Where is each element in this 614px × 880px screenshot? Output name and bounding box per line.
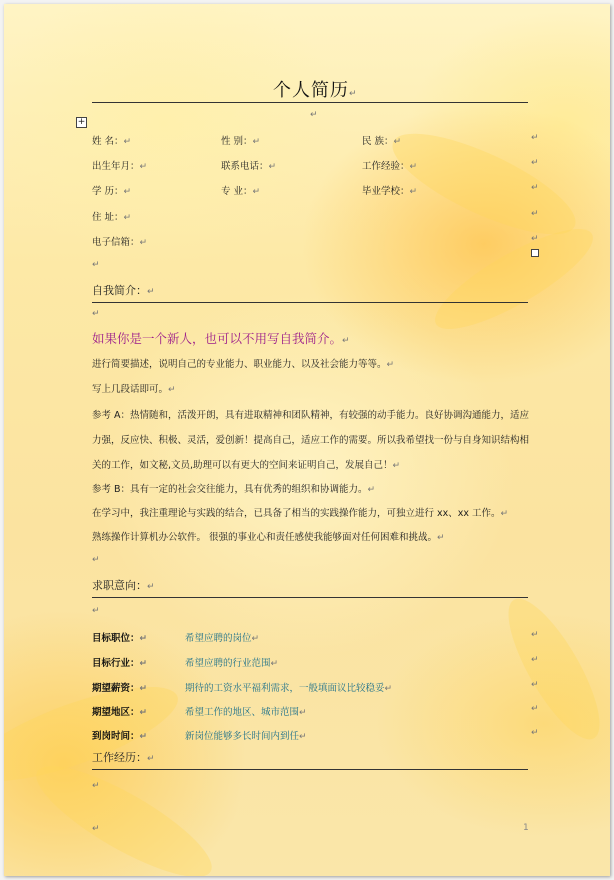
job-label-availability: 到岗时间：↵ [92,731,148,742]
self-intro-line: 在学习中，我注重理论与实践的结合，已具备了相当的实践操作能力，可独立进行 xx、xx 工作。↵ [92,508,509,519]
self-intro-highlight: 如果你是一个新人，也可以不用写自我简介。↵ [92,331,350,346]
title-rule [92,102,528,103]
self-intro-line: 参考 B：具有一定的社会交往能力，具有优秀的组织和协调能力。↵ [92,484,376,495]
cell-end-mark: ↵ [531,630,539,640]
paragraph-mark: ↵ [92,555,100,565]
job-value-availability: 新岗位能够多长时间内到任↵ [185,731,307,742]
document-page [4,4,610,876]
work-exp-rule [92,769,528,770]
flower-petal-decoration [24,748,225,876]
self-intro-line: 写上几段话即可。↵ [92,384,176,395]
paragraph-mark: ↵ [310,110,318,120]
paragraph-mark: ↵ [92,260,100,270]
address-label: 住 址：↵ [92,212,132,223]
job-value-region: 希望工作的地区、城市范围↵ [185,707,307,718]
cell-end-mark: ↵ [531,133,539,143]
cell-end-mark: ↵ [531,704,539,714]
cell-end-mark: ↵ [531,680,539,690]
work-exp-heading: 工作经历：↵ [92,751,155,764]
major-label: 专 业：↵ [221,186,261,197]
page-number: 1 [523,823,529,833]
self-intro-line: 参考 A：热情随和，活泼开朗，具有进取精神和团队精神，有较强的动手能力。良好协调沟通能力，适应 [92,410,530,421]
paragraph-mark: ↵ [92,824,100,834]
cell-end-mark: ↵ [531,183,539,193]
job-label-position: 目标职位：↵ [92,633,148,644]
education-label: 学 历：↵ [92,186,132,197]
cell-end-mark: ↵ [531,728,539,738]
ethnicity-label: 民 族：↵ [362,136,402,147]
gender-label: 性 别：↵ [221,136,261,147]
self-intro-line: 关的工作，如文秘,文员,助理可以有更大的空间来证明自己，发展自己！↵ [92,460,401,471]
job-intent-heading: 求职意向：↵ [92,579,155,592]
job-value-industry: 希望应聘的行业范围↵ [185,658,279,669]
name-label: 姓 名：↵ [92,136,132,147]
cell-end-mark: ↵ [531,209,539,219]
cell-end-mark: ↵ [531,655,539,665]
phone-label: 联系电话：↵ [221,161,277,172]
birth-label: 出生年月：↵ [92,161,148,172]
cell-end-mark: ↵ [531,158,539,168]
job-label-industry: 目标行业：↵ [92,658,148,669]
job-intent-rule [92,597,528,598]
flower-petal-decoration [424,212,605,345]
job-label-salary: 期望薪资：↵ [92,683,148,694]
self-intro-heading: 自我简介：↵ [92,284,155,297]
paragraph-mark: ↵ [92,309,100,319]
job-value-position: 希望应聘的岗位↵ [185,633,260,644]
school-label: 毕业学校：↵ [362,186,418,197]
flower-petal-decoration [492,587,610,751]
self-intro-line: 进行简要描述，说明自己的专业能力、职业能力、以及社会能力等等。↵ [92,359,395,370]
cell-end-mark: ↵ [531,234,539,244]
job-label-region: 期望地区：↵ [92,707,148,718]
resume-title: 个人简历↵ [273,80,358,101]
table-resize-handle-icon[interactable] [531,249,539,257]
self-intro-line: 熟练操作计算机办公软件。 很强的事业心和责任感使我能够面对任何困难和挑战。↵ [92,532,445,543]
paragraph-mark: ↵ [92,781,100,791]
job-value-salary: 期待的工资水平福利需求，一般填面议比较稳妥↵ [185,683,393,694]
self-intro-rule [92,302,528,303]
experience-label: 工作经验：↵ [362,161,418,172]
table-move-handle-icon[interactable]: + [77,117,86,127]
email-label: 电子信箱：↵ [92,237,148,248]
self-intro-line: 力强，反应快、积极、灵活，爱创新！提高自己，适应工作的需要。所以我希望找一份与自身知识结构相 [92,435,530,446]
paragraph-mark: ↵ [92,606,100,616]
